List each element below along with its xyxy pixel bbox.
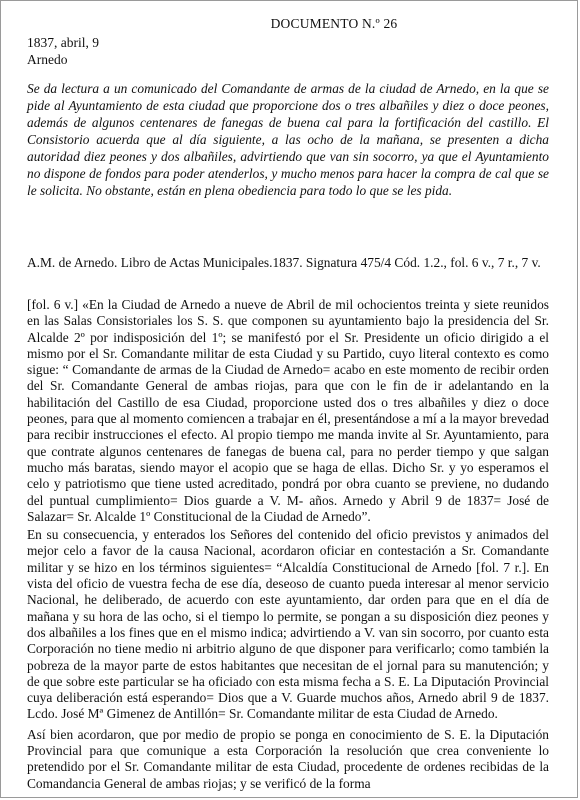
body-paragraph-2: En su consecuencia, y enterados los Señores del contenido del oficio previstos y animados del mejor celo a favor de la causa Nacional, acordaron oficiar en contestación a Sr. Comandante militar y se hizo en los términos siguientes= “Alcaldía Constitucional de Arnedo [fol. 7 r.]. En vista del oficio de vuestra fecha de ese día, deseoso de cuanto pueda interesar al menor servicio Nacional, he deliberado, de acuerdo con este ayuntamiento, dar orden para que en el día de mañana y su hora de las ocho, si el tiempo lo permite, se pongan a su disposición diez peones y dos albañiles a los fines que en el mismo indica; advirtiendo a V. van sin socorro, por cuanto esta Corporación no tiene medio ni arbitrio alguno de que disponer para verificarlo; como también la pobreza de la mayor parte de estos habitantes que necesitan de el jornal para su manutención; y de que sobre este particular se ha oficiado con esta misma fecha a S. E. La Diputación Provincial cuya deliberación está esperando= Dios que a V. Guarde muchos años, Arnedo abril 9 de 1837. Lcdo. José Mª Gimenez de Antillón= Sr. Comandante militar de esta Ciudad de Arnedo. <box>27 527 549 722</box>
document-summary: Se da lectura a un comunicado del Comandante de armas de la ciudad de Arnedo, en la que se pide al Ayuntamiento de esta ciudad que proporcione dos o tres albañiles y diez o doce peones, además de algunos centenares de fanegas de buena cal para la fortificación del castillo. El Consistorio acuerda que al día siguiente, a las ocho de la mañana, se presenten a dicha autoridad diez peones y dos albañiles, advirtiendo que van sin socorro, ya que el Ayuntamiento no dispone de fondos para poder atenderlos, y mucho menos para hacer la compra de cal que se le solicita. No obstante, están en plena obediencia para todo lo que se les pida. <box>27 81 549 198</box>
document-title: DOCUMENTO N.º 26 <box>270 16 398 31</box>
document-header <box>27 34 99 68</box>
archival-source: A.M. de Arnedo. Libro de Actas Municipales.1837. Signatura 475/4 Cód. 1.2., fol. 6 v., 7 r., 7 v. <box>27 255 541 270</box>
document-body <box>27 297 549 796</box>
body-paragraph-1: [fol. 6 v.] «En la Ciudad de Arnedo a nueve de Abril de mil ochocientos treinta y siete reunidos en las Salas Consistoriales los S. S. que componen su ayuntamiento bajo la presidencia del Sr. Alcalde 2º por indisposición del 1º; se manifestó por el Sr. Presidente un oficio dirigido a el mismo por el Sr. Comandante militar de esta Ciudad y su Partido, cuyo literal contexto es como sigue: “ Comandante de armas de la Ciudad de Arnedo= acabo en este momento de recibir orden del Sr. Comandante General de ambas riojas, para que con le fin de ir adelantando en la habilitación del Castillo de esa Ciudad, proporcione usted dos o tres albañiles y diez o doce peones, para que al momento comiencen a trabajar en él, presentándose a mí a la mayor brevedad para recibir instrucciones el efecto. Al propio tiempo me manda invite al Sr. Ayuntamiento, para que contrate algunos centenares de fanegas de buena cal, para no perder tiempo y que salgan mucho más baratas, siendo mayor el acopio que se haga de ellas. Dicho Sr. y yo esperamos el celo y patriotismo que tiene usted acreditado, pondrá por obra cuanto se previene, no dudando del puntual cumplimiento= Dios guarde a V. M- años. Arnedo y Abril 9 de 1837= José de Salazar= Sr. Alcalde 1º Constitucional de la Ciudad de Arnedo”. <box>27 297 550 524</box>
document-date: 1837, abril, 9 <box>27 35 99 50</box>
body-paragraph-3: Así bien acordaron, que por medio de propio se ponga en conocimiento de S. E. la Diputación Provincial para que comunique a esta Corporación la resolución que crea conveniente lo pretendido por el Sr. Comandante militar de esta Ciudad, procedente de ordenes recibidas de la Comandancia General de ambas riojas; y se verificó de la forma <box>27 726 549 791</box>
document-place: Arnedo <box>27 52 68 67</box>
